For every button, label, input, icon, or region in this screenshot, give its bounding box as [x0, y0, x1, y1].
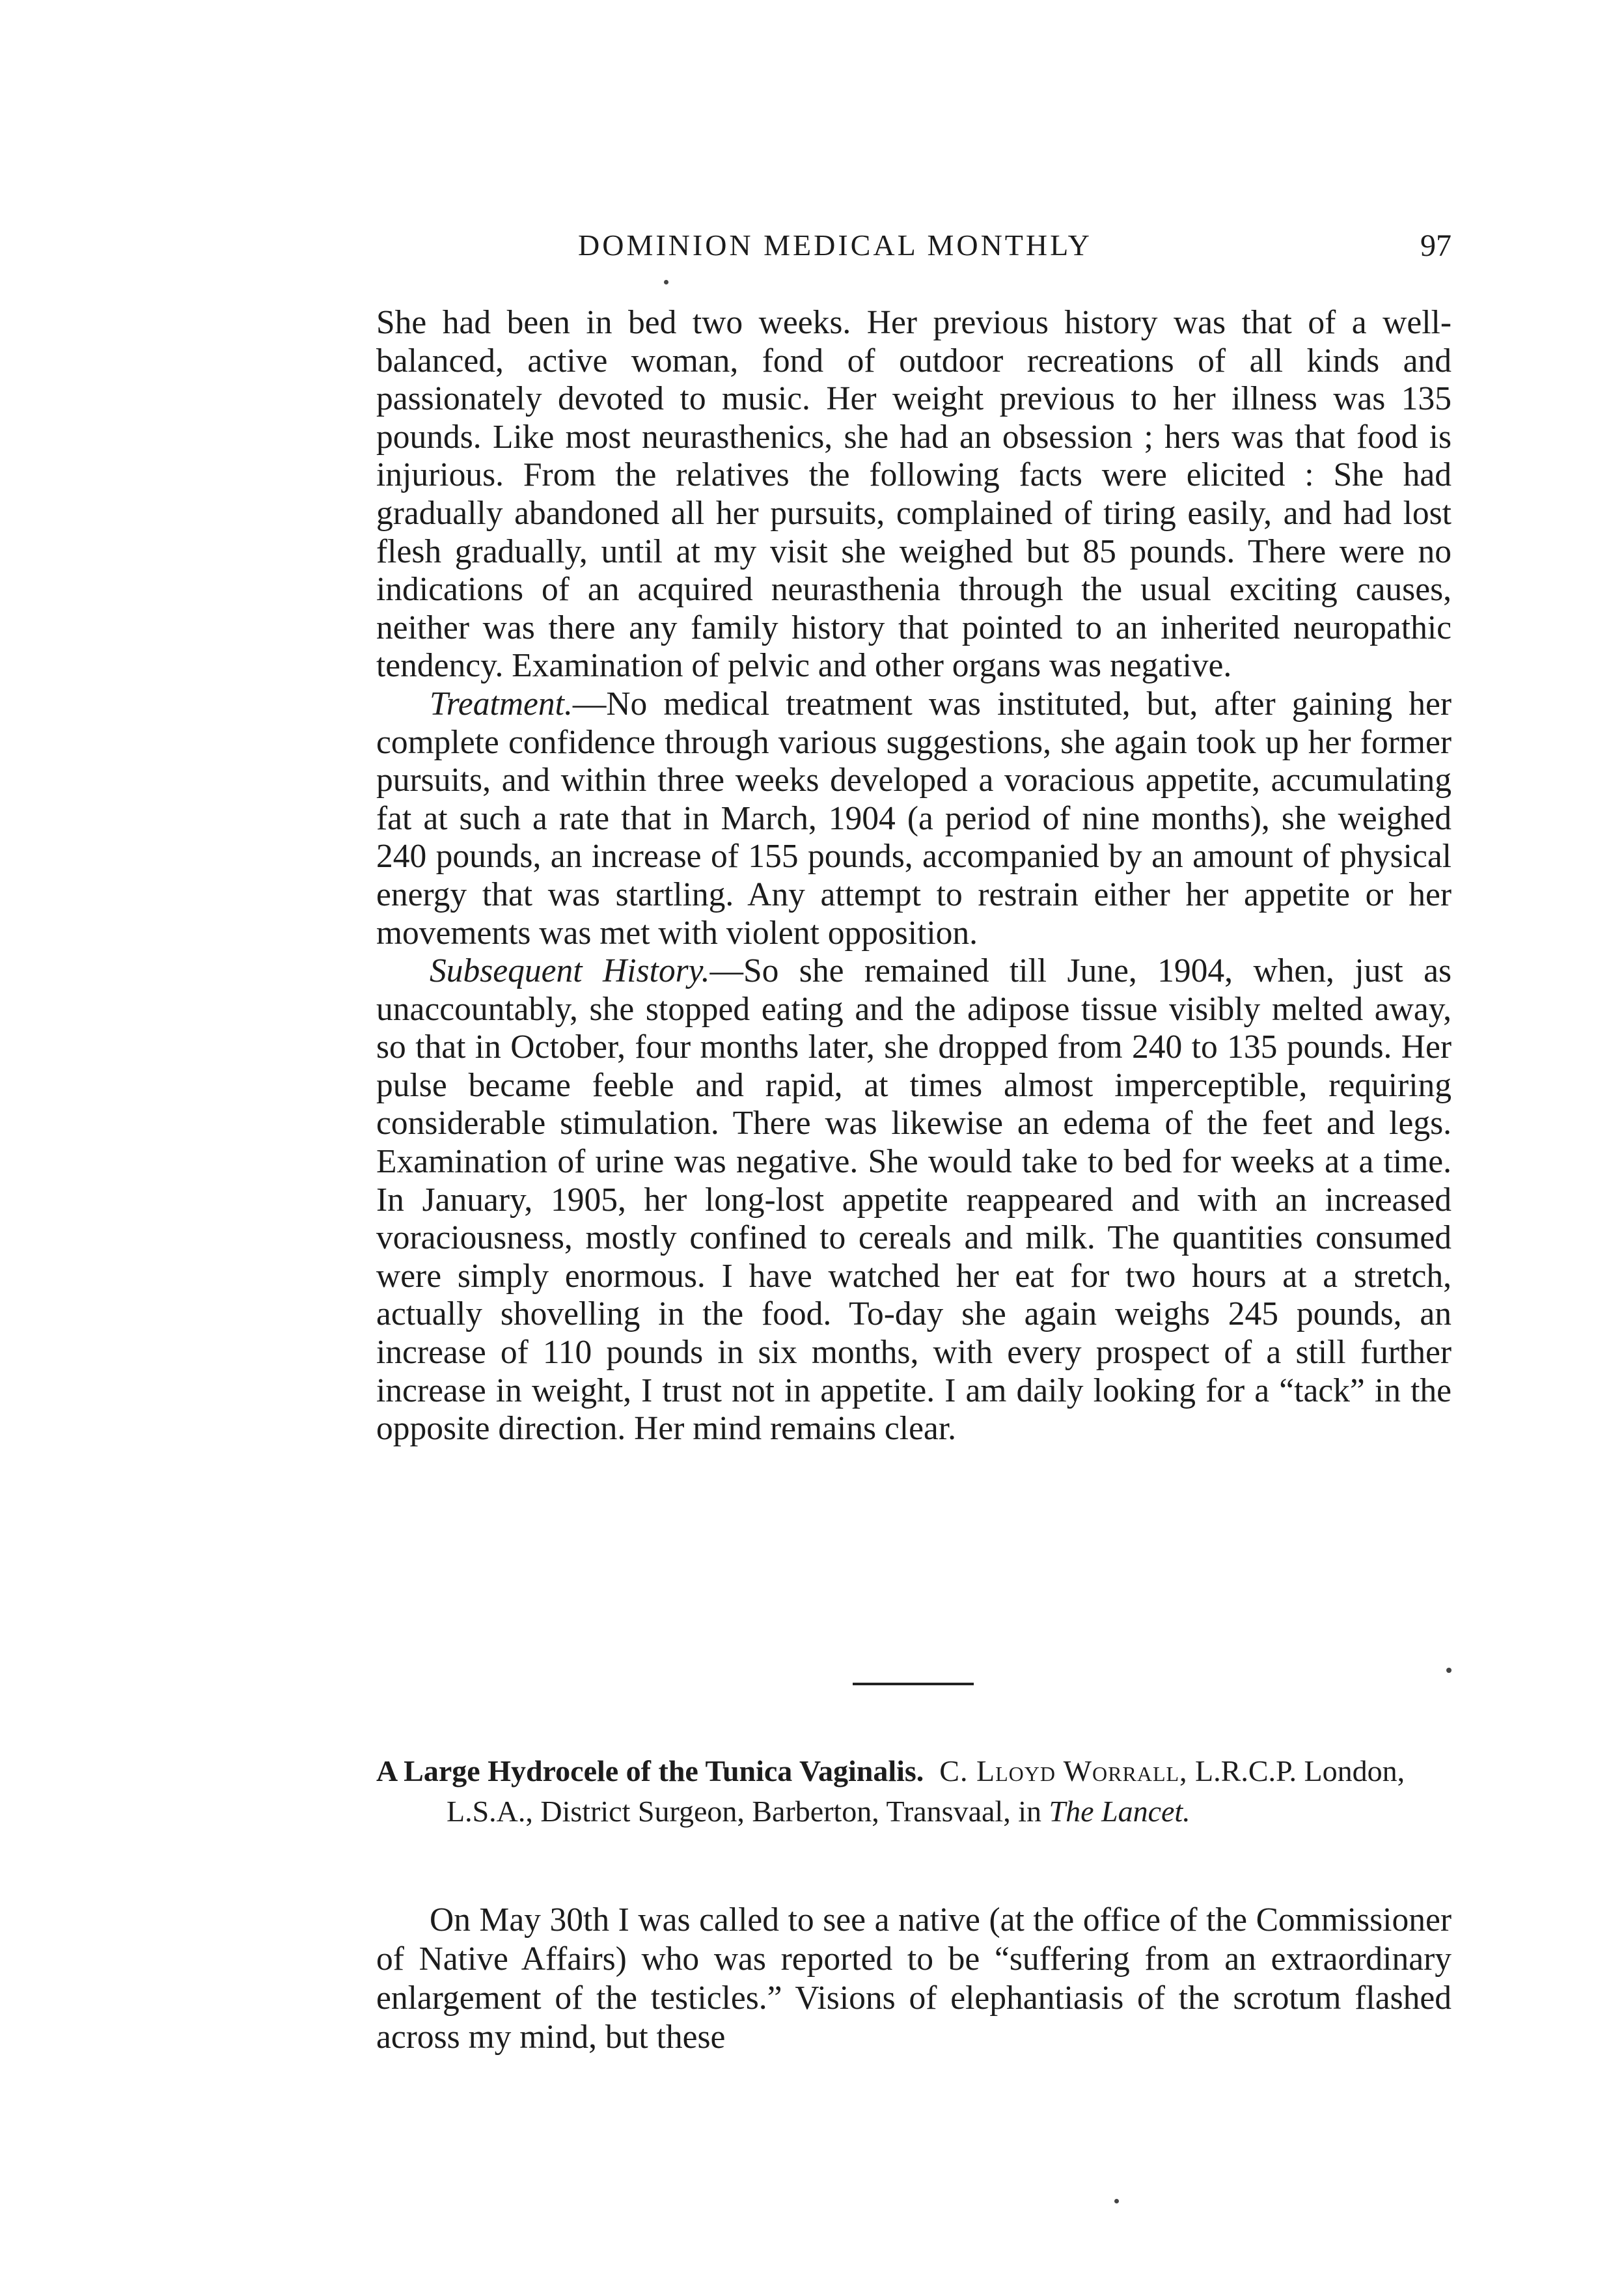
- case-paragraph: She had been in bed two weeks. Her previous history was that of a well-balanced, active woman, fond of outdoor recreations of all kinds and passionately devoted to music. Her weight previous to her illness was 135 pounds. Like most neurasthenics, she had an obsession ; hers was that food is injurious. From the relatives the following facts were elicited : She had gradually abandoned all her pursuits, complained of tiring easily, and had lost flesh gradually, until at my visit she weighed but 85 pounds. There were no indications of an acquired neurasthenia through the usual exciting causes, neither was there any family history that pointed to an inherited neuropathic tendency. Examination of pelvic and other organs was negative.: [376, 304, 1452, 685]
- treatment-text: —No medical treatment was instituted, but, after gaining her complete confidence through various suggestions, she again took up her former pursuits, and within three weeks developed a voracious appetite, accumulating fat at such a rate that in March, 1904 (a period of nine months), she weighed 240 pounds, an increase of 155 pounds, accompanied by an amount of physical energy that was startling. Any attempt to restrain either her appetite or her movements was met with violent opposition.: [376, 685, 1452, 952]
- history-paragraph: [376, 952, 1452, 1448]
- print-speck: [664, 280, 668, 284]
- article-lead-paragraph: On May 30th I was called to see a native (at the office of the Commissioner of Native Affairs) who was reported to be “suffering from an extraordinary enlargement of the testicles.” Visions of elephantiasis of the scrotum flashed across my mind, but these: [376, 1901, 1452, 2056]
- history-text: —So she remained till June, 1904, when, just as unaccountably, she stopped eating and the adipose tissue visibly melted away, so that in October, four months later, she dropped from 240 to 135 pounds. Her pulse became feeble and rapid, at times almost imperceptible, requiring considerable stimulation. There was likewise an edema of the feet and legs. Examination of urine was negative. She would take to bed for weeks at a time. In January, 1905, her long-lost appetite reappeared and with an increased voraciousness, mostly confined to cereals and milk. The quantities consumed were simply enormous. I have watched her eat for two hours at a stretch, actually shovelling in the food. To-day she again weighs 245 pounds, an increase of 110 pounds in six months, with every prospect of a still further increase in weight, I trust not in appetite. I am daily looking for a “tack” in the opposite direction. Her mind remains clear.: [376, 952, 1452, 1448]
- article-heading: [376, 1751, 1452, 1832]
- page-number: 97: [1420, 228, 1452, 263]
- article-title: A Large Hydrocele of the Tunica Vaginalis.: [376, 1754, 924, 1787]
- running-title: DOMINION MEDICAL MONTHLY: [578, 228, 1092, 262]
- treatment-heading: Treatment.: [430, 685, 573, 723]
- author-credentials: L.R.C.P. London, L.S.A., District Surgeon, Barberton, Transvaal, in: [447, 1754, 1405, 1828]
- running-head: [376, 228, 1452, 273]
- print-speck: [1446, 1668, 1452, 1673]
- section-divider: [853, 1683, 974, 1685]
- history-heading: Subsequent History.: [430, 952, 710, 990]
- case-report-text: [376, 304, 1452, 1448]
- article-author: C. Lloyd Worrall,: [939, 1754, 1188, 1787]
- print-speck: [1114, 2199, 1119, 2203]
- treatment-paragraph: [376, 685, 1452, 952]
- article-source: The Lancet.: [1049, 1795, 1190, 1828]
- article-byline: [376, 1751, 1452, 1832]
